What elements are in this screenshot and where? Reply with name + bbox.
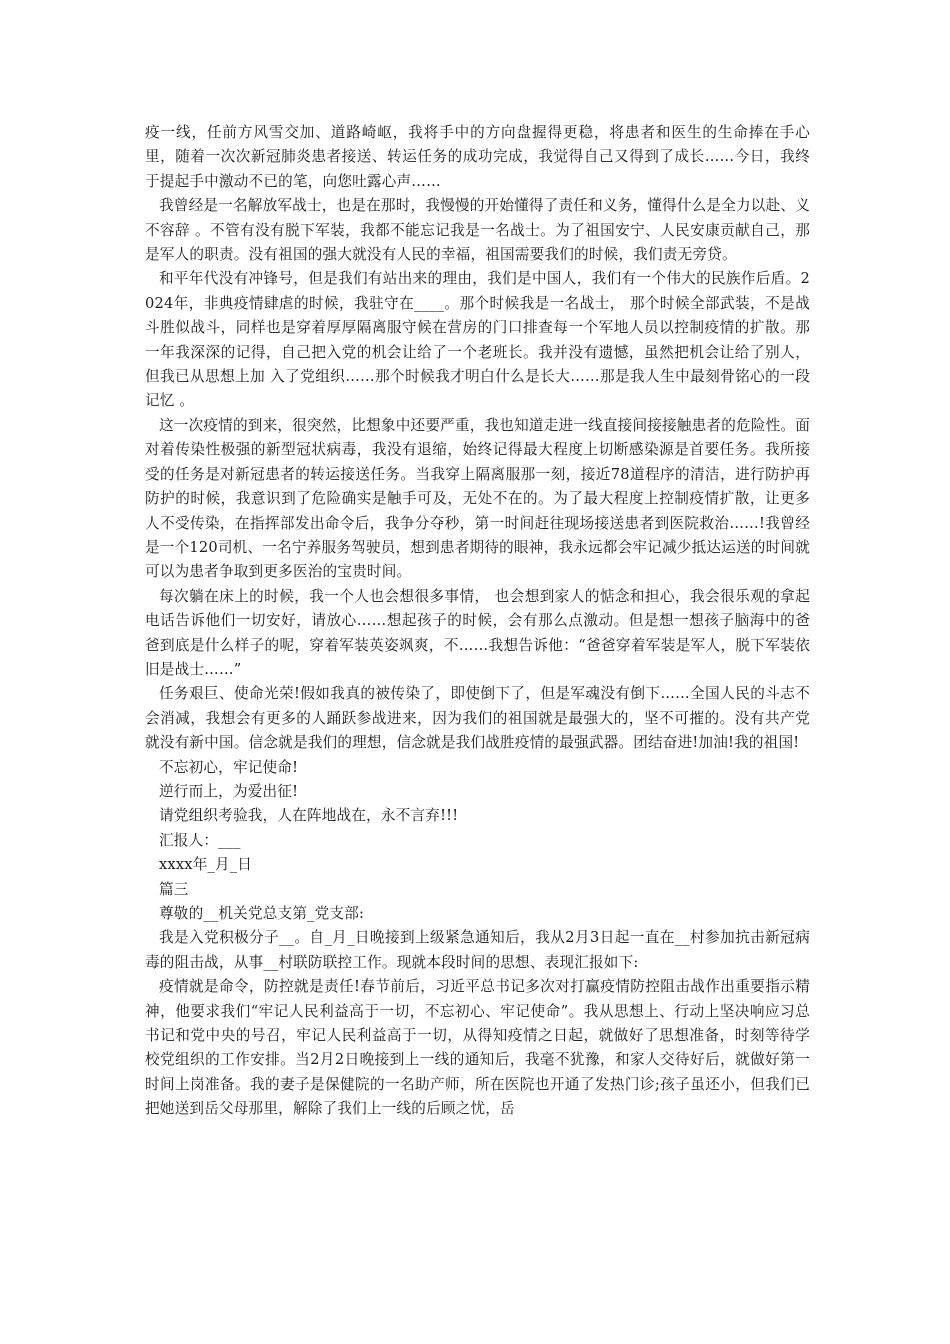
paragraph-1: 疫一线，任前方风雪交加、道路崎岖，我将手中的方向盘握得更稳，将患者和医生的生命捧在手心里，随着一次次新冠肺炎患者接送、转运任务的成功完成，我觉得自己又得到了成长……今日，我终于提起手中激动不已的笔，向您吐露心声…… (145, 124, 810, 190)
paragraph-3: 和平年代没有冲锋号，但是我们有站出来的理由，我们是中国人，我们有一个伟大的民族作后盾。2024年，非典疫情肆虐的时候，我驻守在____。那个时候我是一名战士， 那个时候全部武装，不是战斗胜似战斗，同样也是穿着厚厚隔离服守候在营房的门口排查每一个军地人员以控制疫情的扩散。那一年我深深的记得，自己把入党的机会让给了一个老班长。我并没有遗憾，虽然把机会让给了别人，但我已从思想上加 入了党组织……那个时候我才明白什么是长大……那是我人生中最刻骨铭心的一段记忆 。 (145, 270, 810, 410)
paragraph-8: 疫情就是命令，防控就是责任!春节前后，习近平总书记多次对打赢疫情防控阻击战作出重要指示精神，他要求我们“牢记人民利益高于一切，不忘初心、牢记使命”。我从思想上、行动上坚决响应习总书记和党中央的号召，牢记人民利益高于一切，从得知疫情之日起，就做好了思想准备，时刻等待学校党组织的工作安排。当2月2日晚接到上一线的通知后，我毫不犹豫，和家人交待好后，就做好第一时间上岗准备。我的妻子是保健院的一名助产师，所在医院也开通了发热门诊;孩子虽还小，但我们已把她送到岳父母那里，解除了我们上一线的后顾之忧，岳 (145, 978, 810, 1118)
closing-line-1: 不忘初心，牢记使命! (159, 758, 299, 776)
document-body (145, 121, 810, 1122)
paragraph-7: 我是入党积极分子__。自_月_日晚接到上级紧急通知后，我从2月3日起一直在__村参加抗击新冠病毒的阻击战，从事__村联防联控工作。现就本段时间的思想、表现汇报如下: (145, 929, 810, 971)
salutation-line: 尊敬的__机关党总支第_党支部: (159, 905, 365, 922)
closing-line-2: 逆行而上，为爱出征! (159, 782, 299, 800)
date-line: xxxx年_月_日 (159, 856, 253, 874)
paragraph-5: 每次躺在床上的时候，我一个人也会想很多事情， 也会想到家人的惦念和担心，我会很乐观的拿起电话告诉他们一切安好，请放心……想起孩子的时候，会有那么点激动。但是想一想孩子脑海中的爸爸到底是什么样子的呢，穿着军装英姿飒爽，不……我想告诉他：“爸爸穿着军装是军人，脱下军装依旧是战士……” (145, 587, 810, 678)
section-title: 篇三 (159, 880, 189, 898)
paragraph-4: 这一次疫情的到来，很突然，比想象中还要严重，我也知道走进一线直接间接接触患者的危险性。面对着传染性极强的新型冠状病毒，我没有退缩，始终记得最大程度上切断感染源是首要任务。我所接受的任务是对新冠患者的转运接送任务。当我穿上隔离服那一刻，接近78道程序的清洁，进行防护再防护的时候，我意识到了危险确实是触手可及，无处不在的。为了最大程度上控制疫情扩散，让更多人不受传染，在指挥部发出命令后，我争分夺秒，第一时间赶往现场接送患者到医院救治……!我曾经是一个120司机、一名宁养服务驾驶员，想到患者期待的眼神，我永远都会牢记减少抵达运送的时间就可以为患者争取到更多医治的宝贵时间。 (145, 416, 810, 581)
paragraph-6: 任务艰巨、使命光荣!假如我真的被传染了，即使倒下了，但是军魂没有倒下……全国人民的斗志不会消减，我想会有更多的人踊跃参战进来，因为我们的祖国就是最强大的，坚不可摧的。没有共产党就没有新中国。信念就是我们的理想，信念就是我们战胜疫情的最强武器。团结奋进!加油!我的祖国! (145, 685, 810, 752)
paragraph-2: 我曾经是一名解放军战士，也是在那时，我慢慢的开始懂得了责任和义务，懂得什么是全力以赴、义不容辞 。不管有没有脱下军装，我都不能忘记我是一名战士。为了祖国安宁、人民安康贡献自己，那是军人的职责。没有祖国的强大就没有人民的幸福，祖国需要我们的时候，我们责无旁贷。 (145, 197, 810, 264)
reporter-line: 汇报人：___ (159, 831, 241, 849)
closing-line-3: 请党组织考验我，人在阵地战在，永不言弃!!! (159, 807, 459, 825)
